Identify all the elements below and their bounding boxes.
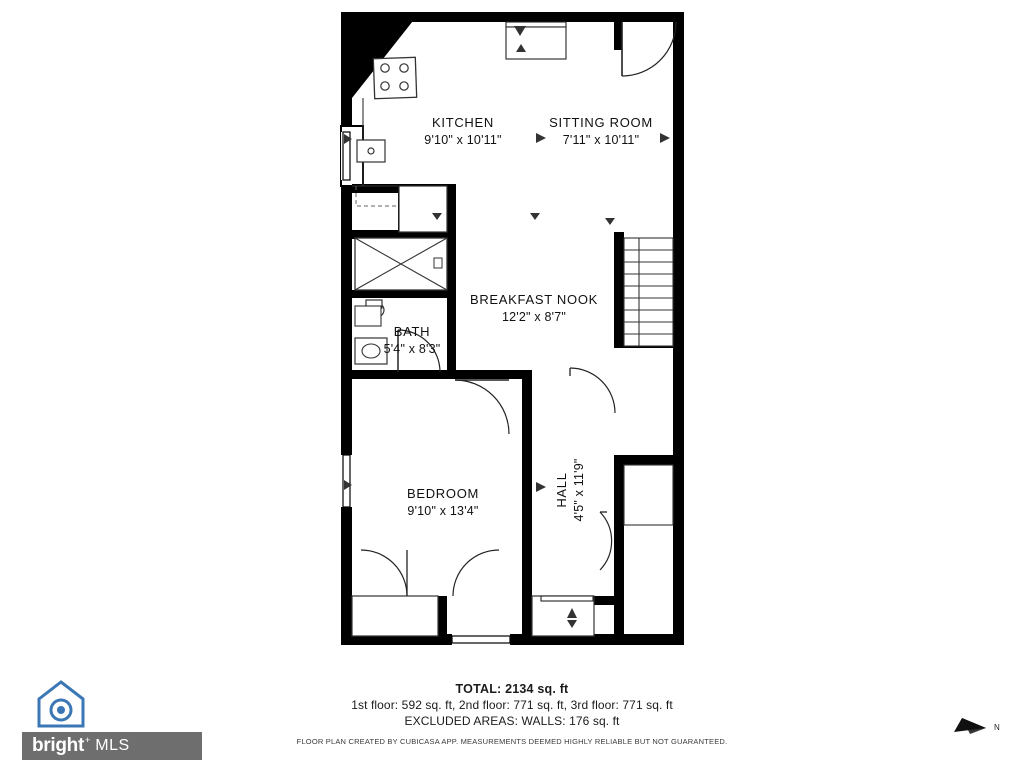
brand-wordmark: [22, 732, 202, 760]
total-area: TOTAL: 2134 sq. ft: [455, 682, 569, 696]
room-dimensions: 4'5" x 11'9": [571, 458, 586, 522]
brightmls-logo: [22, 678, 202, 754]
room-name: BREAKFAST NOOK: [469, 292, 599, 307]
room-name: BEDROOM: [406, 486, 480, 501]
room-dimensions: 12'2" x 8'7": [501, 309, 567, 324]
excluded-areas: EXCLUDED AREAS: WALLS: 176 sq. ft: [404, 714, 620, 728]
disclaimer-text: FLOOR PLAN CREATED BY CUBICASA APP. MEASUREMENTS DEEMED HIGHLY RELIABLE BUT NOT GUARANTEED.: [296, 737, 728, 746]
compass-north-label: N: [994, 723, 1000, 732]
house-logo-icon: [35, 678, 87, 730]
floor-breakdown: 1st floor: 592 sq. ft, 2nd floor: 771 sq. ft, 3rd floor: 771 sq. ft: [351, 698, 673, 712]
north-compass: [952, 714, 1008, 744]
room-dimensions: 5'4" x 8'3": [383, 341, 441, 356]
room-dimensions: 9'10" x 10'11": [424, 132, 502, 147]
room-name: KITCHEN: [432, 115, 494, 130]
room-name: BATH: [393, 324, 431, 339]
room-name: HALL: [553, 472, 569, 508]
brand-name: bright: [32, 735, 85, 756]
brand-suffix: MLS: [95, 737, 130, 754]
room-dimensions: 7'11" x 10'11": [562, 132, 640, 147]
brand-plus: +: [85, 735, 91, 745]
room-name: SITTING ROOM: [549, 115, 653, 130]
room-dimensions: 9'10" x 13'4": [407, 503, 479, 518]
